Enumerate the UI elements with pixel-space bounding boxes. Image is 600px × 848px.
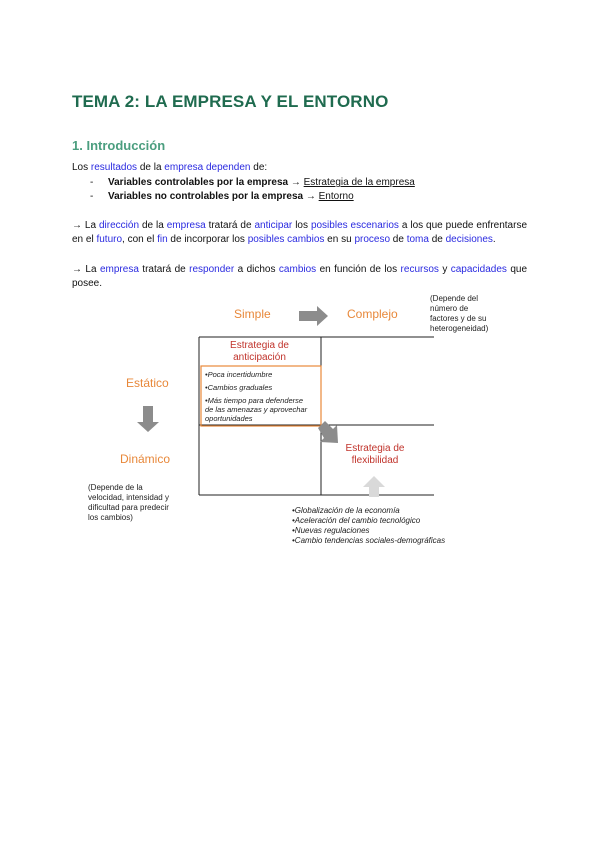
page-title: TEMA 2: LA EMPRESA Y EL ENTORNO (72, 92, 389, 111)
right-arrow-icon (299, 306, 328, 326)
list-item: •Cambios graduales (205, 383, 273, 392)
intro-paragraph: Los resultados de la empresa dependen de: (72, 162, 268, 173)
flexibility-title: Estrategia de flexibilidad (345, 443, 405, 466)
direction-paragraph: → La dirección de la empresa tratará de anticipar los posibles escenarios a los que puede enfrentarse en el futuro, con el fin de incorporar los posibles cambios en su proceso de toma de decisiones. (72, 220, 528, 245)
list-item: •Cambio tendencias sociales-demográficas (292, 536, 446, 545)
up-arrow-icon (363, 476, 385, 497)
list-item: - Variables no controlables por la empresa → Entorno (90, 191, 354, 202)
label-simple: Simple (234, 307, 271, 321)
list-item: oportunidades (205, 414, 253, 423)
list-item: •Nuevas regulaciones (292, 526, 370, 535)
word-link: dependen (205, 162, 251, 173)
anticipation-title: Estrategia de anticipación (230, 340, 289, 363)
response-paragraph: → La empresa tratará de responder a dichos cambios en función de los recursos y capacidades que posee. (72, 264, 528, 289)
flexibility-causes (292, 506, 445, 546)
list-item: de las amenazas y aprovechar (205, 405, 308, 414)
label-dinamico: Dinámico (120, 452, 171, 466)
list-item: •Más tiempo para defenderse (205, 396, 304, 405)
label-complejo: Complejo (347, 307, 398, 321)
complex-note: (Depende del número de factores y de su heterogeneidad) (430, 294, 489, 333)
down-arrow-icon (137, 406, 159, 432)
label-estatico: Estático (126, 376, 169, 390)
word-link: resultados (90, 162, 138, 173)
section-heading: 1. Introducción (72, 138, 166, 153)
list-item: - Variables controlables por la empresa → Estrategia de la empresa (90, 177, 415, 188)
list-item: •Aceleración del cambio tecnológico (292, 516, 421, 525)
dynamic-note: (Depende de la velocidad, intensidad y dificultad para predecir los cambios) (88, 483, 169, 522)
anticipation-list (205, 370, 325, 423)
word-link: empresa (164, 162, 204, 173)
list-item: •Globalización de la economía (292, 506, 400, 515)
list-item: •Poca incertidumbre (205, 370, 273, 379)
